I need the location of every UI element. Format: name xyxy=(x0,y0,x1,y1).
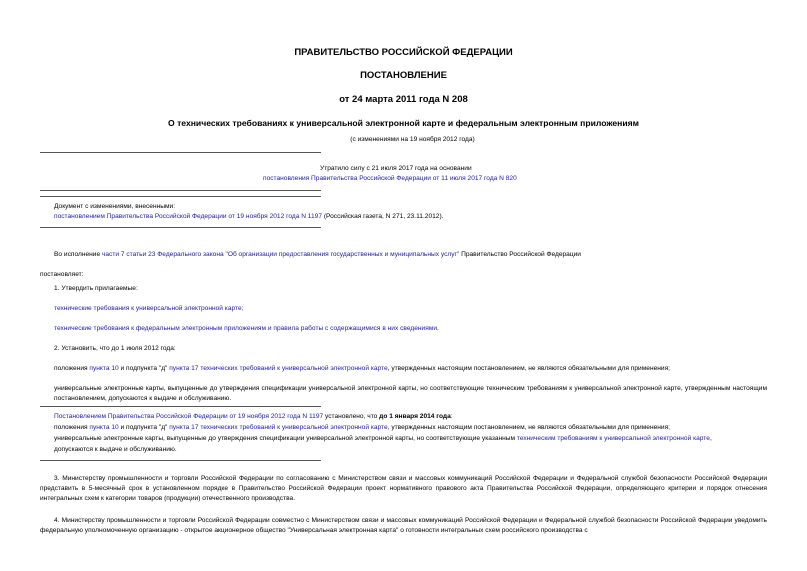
amendment-cards: универсальные электронные карты, выпущенные до утверждения спецификации универсальной электронной карты, но соответствующие указанным техническим требованиям к универсальной электронной карте, xyxy=(54,435,712,442)
changes-label: Документ с изменениями, внесенными: xyxy=(54,203,176,210)
amend-point-10-link[interactable]: пункта 10 xyxy=(89,424,119,431)
item-4: 4. Министерству промышленности и торговли Российской Федерации совместно с Министерством связи и массовых коммуникаций Российской Федерации и Федеральной службой безопасности Российской Федерации уведомить федеральную уполномоченную организацию - открытое акционерное общество "Универсальная электронная карта" о готовности интегральных схем российского производства с xyxy=(40,517,767,534)
amendment-cards-line2: допускаются к выдаче и обслуживанию. xyxy=(54,446,177,453)
item-1a-link[interactable]: технические требования к универсальной электронной карте; xyxy=(54,305,244,312)
item-3: 3. Министерству промышленности и торговли Российской Федерации по согласованию с Министерством связи и массовых коммуникаций Российской Федерации и Федеральной службой безопасности Российской Федерации представить в 5-месячный срок в установленном порядке в Правительство Российской Федерации проект нормативного правового акта Правительства Российской Федерации, определяющего критерии и порядок отнесения интегральных схем к категории товаров (продукции) отечественного производства. xyxy=(40,475,767,502)
point-10-link[interactable]: пункта 10 xyxy=(89,365,119,372)
provisions-paragraph: положения пункта 10 и подпункта "д" пункта 17 технических требований к универсальной электронной карте, утвержденных настоящим постановлением, не являются обязательными для применения; xyxy=(54,365,670,372)
amend-requirements-link[interactable]: техническим требованиям к универсальной электронной карте xyxy=(516,435,710,442)
amendment-paragraph: Постановлением Правительства Российской Федерации от 19 ноября 2012 года N 1197 установлено, что до 1 января 2014 года: xyxy=(54,413,453,420)
divider xyxy=(40,152,321,153)
divider xyxy=(40,460,321,461)
divider xyxy=(40,227,321,228)
amendment-provisions: положения пункта 10 и подпункта "д" пункта 17 технических требований к универсальной электронной карте, утвержденных настоящим постановлением, не являются обязательными для применения; xyxy=(54,424,670,431)
intro-paragraph: Во исполнение части 7 статьи 23 Федерального закона "Об организации предоставления государственных и муниципальных услуг" Правительство Российской Федерации xyxy=(54,251,581,258)
amendment-link[interactable]: Постановлением Правительства Российской Федерации от 19 ноября 2012 года N 1197 xyxy=(54,413,324,420)
item-2: 2. Установить, что до 1 июля 2012 года: xyxy=(54,345,176,352)
divider xyxy=(40,196,321,197)
amend-point-17-link[interactable]: пункта 17 технических требований к универсальной электронной карте xyxy=(169,424,388,431)
changes-line: постановлением Правительства Российской Федерации от 19 ноября 2012 года N 1197 (Российская газета, N 271, 23.11.2012). xyxy=(54,213,444,220)
changes-link[interactable]: постановлением Правительства Российской Федерации от 19 ноября 2012 года N 1197 xyxy=(54,213,322,220)
document-title: О технических требованиях к универсальной электронной карте и федеральным электронным приложениям xyxy=(168,118,639,128)
item-1b-link[interactable]: технические требования к федеральным электронным приложениям и правила работы с содержащимися в них сведениями. xyxy=(54,325,439,332)
header-government: ПРАВИТЕЛЬСТВО РОССИЙСКОЙ ФЕДЕРАЦИИ xyxy=(294,47,513,58)
point-17-link[interactable]: пункта 17 технических требований к универсальной электронной карте xyxy=(169,365,388,372)
header-date: от 24 марта 2011 года N 208 xyxy=(339,94,468,105)
expired-link[interactable]: постановления Правительства Российской Федерации от 11 июля 2017 года N 820 xyxy=(263,175,517,182)
decree-word: постановляет: xyxy=(40,271,84,278)
header-decree-type: ПОСТАНОВЛЕНИЕ xyxy=(360,70,447,81)
intro-law-link[interactable]: части 7 статьи 23 Федерального закона "Об организации предоставления государственных и муниципальных услуг" xyxy=(101,251,460,258)
document-subtitle: (с изменениями на 19 ноября 2012 года) xyxy=(350,136,475,143)
divider xyxy=(40,406,321,407)
item-1: 1. Утвердить прилагаемые: xyxy=(54,285,138,292)
divider xyxy=(40,190,321,191)
cards-paragraph: универсальные электронные карты, выпущенные до утверждения спецификации универсальной электронной карты, но соответствующие техническим требованиям к универсальной электронной карте, утвержденным настоящим постановлением, допускаются к выдаче и обслуживанию. xyxy=(54,385,767,402)
expired-note: Утратило силу с 21 июля 2017 года на основании xyxy=(320,165,472,172)
